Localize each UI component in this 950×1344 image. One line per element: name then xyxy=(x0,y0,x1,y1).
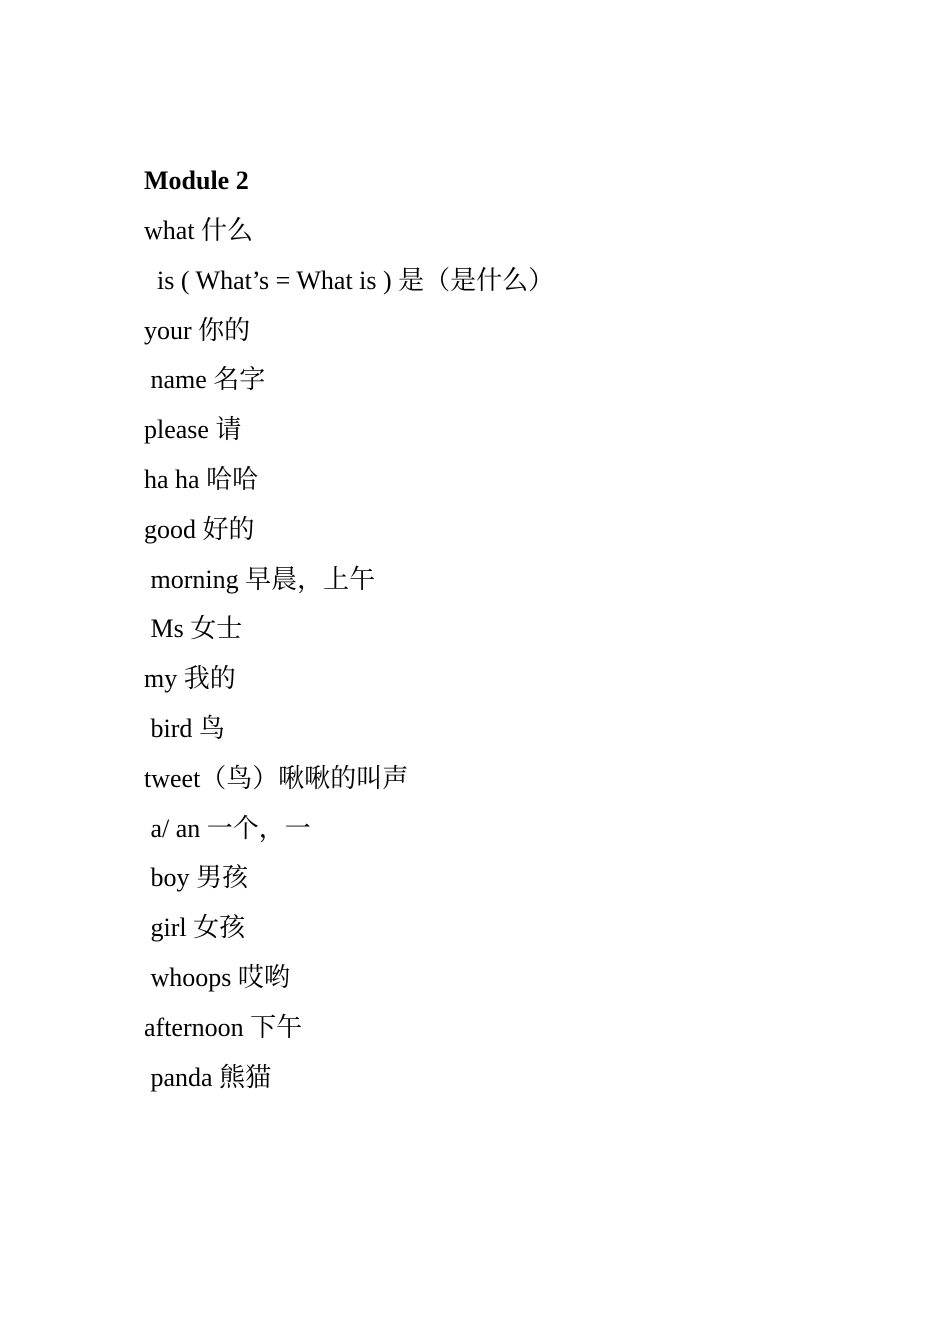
vocab-entry: your 你的 xyxy=(144,315,251,345)
vocab-entry: bird 鸟 xyxy=(144,713,225,743)
vocab-entry: panda 熊猫 xyxy=(144,1062,272,1092)
vocab-entry: good 好的 xyxy=(144,514,255,544)
vocab-entry: girl 女孩 xyxy=(144,913,246,943)
vocab-entry: what 什么 xyxy=(144,216,254,245)
vocab-entry: tweet（鸟）啾啾的叫声 xyxy=(144,763,409,793)
vocab-entry: morning 早晨，上午 xyxy=(144,564,376,594)
vocab-entry: a/ an 一个，一 xyxy=(144,813,311,843)
vocabulary-list xyxy=(144,160,844,1106)
vocab-entry: ha ha 哈哈 xyxy=(144,464,259,494)
vocab-entry: name 名字 xyxy=(144,365,266,395)
vocab-entry: my 我的 xyxy=(144,664,236,694)
module-title: Module 2 xyxy=(144,166,249,195)
vocab-entry: is ( What’s = What is ) 是（是什么） xyxy=(144,265,555,295)
vocab-entry: afternoon 下午 xyxy=(144,1012,303,1042)
vocab-entry: boy 男孩 xyxy=(144,863,249,893)
vocab-entry: please 请 xyxy=(144,415,242,445)
vocab-entry: whoops 哎哟 xyxy=(144,962,290,992)
vocab-entry: Ms 女士 xyxy=(144,614,243,644)
